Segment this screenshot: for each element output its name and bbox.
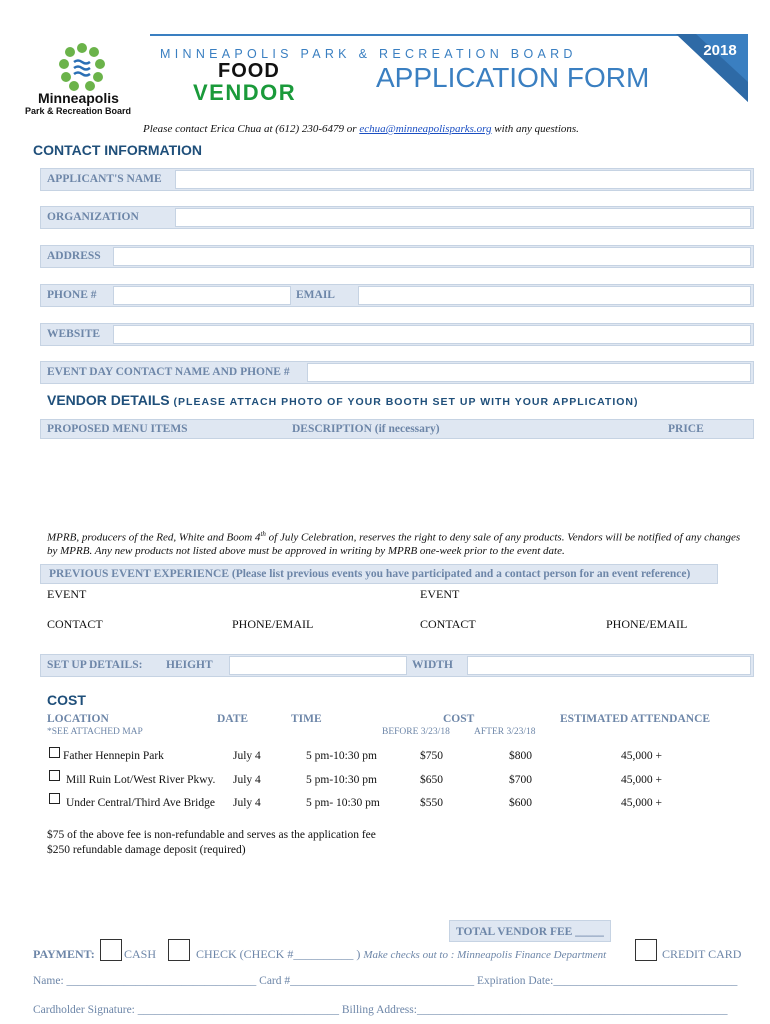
address-label: ADDRESS [47, 250, 101, 262]
description-column: DESCRIPTION (if necessary) [292, 423, 440, 435]
logo-subtitle: Park & Recreation Board [25, 106, 132, 116]
event-day-contact-row [40, 361, 754, 384]
mprb-logo-icon [52, 40, 112, 92]
location-checkbox[interactable] [49, 747, 60, 758]
date-column: DATE [217, 713, 249, 725]
contact-instructions: Please contact Erica Chua at (612) 230-6479 or echua@minneapolisparks.org with any questions. [143, 123, 579, 135]
previous-event-header [40, 564, 718, 584]
email-field[interactable] [358, 286, 751, 305]
menu-items-header [40, 419, 754, 439]
cost-before: $550 [420, 797, 443, 809]
cost-before: $750 [420, 750, 443, 762]
time-column: TIME [291, 713, 322, 725]
location-date: July 4 [233, 774, 261, 786]
total-vendor-fee: TOTAL VENDOR FEE _____ [456, 926, 604, 938]
applicant-name-label: APPLICANT'S NAME [47, 173, 162, 185]
phone-label: PHONE # [47, 289, 97, 301]
location-name: Father Hennepin Park [63, 750, 164, 762]
previous-event-title: PREVIOUS EVENT EXPERIENCE (Please list previous events you have participated and a contact person for an event reference) [49, 568, 691, 580]
phone-field[interactable] [113, 286, 291, 305]
event-day-contact-label: EVENT DAY CONTACT NAME AND PHONE # [47, 366, 290, 378]
email-label: EMAIL [296, 289, 335, 301]
cash-label: CASH [124, 947, 157, 961]
cash-checkbox[interactable] [100, 939, 122, 961]
applicant-name-row [40, 168, 754, 191]
form-year: 2018 [703, 42, 737, 59]
applicant-name-field[interactable] [175, 170, 751, 189]
location-checkbox[interactable] [49, 770, 60, 781]
payment-label: PAYMENT: [33, 947, 95, 961]
after-date-column: AFTER 3/23/18 [474, 727, 536, 737]
logo-name: Minneapolis [38, 90, 119, 106]
event1-label: EVENT [47, 587, 87, 601]
location-name: Under Central/Third Ave Bridge [66, 797, 215, 809]
location-time: 5 pm-10:30 pm [306, 774, 377, 786]
price-column: PRICE [668, 423, 704, 435]
form-title: APPLICATION FORM [376, 62, 650, 93]
board-name: MINNEAPOLIS PARK & RECREATION BOARD [160, 47, 577, 61]
signature-billing-line[interactable]: Cardholder Signature: ___________________________________ Billing Address:______________________________________________________ [33, 1004, 728, 1016]
damage-deposit-note: $250 refundable damage deposit (required) [47, 844, 246, 856]
location-checkbox[interactable] [49, 793, 60, 804]
check-checkbox[interactable] [168, 939, 190, 961]
see-map-note: *SEE ATTACHED MAP [47, 727, 143, 737]
location-time: 5 pm- 10:30 pm [306, 797, 380, 809]
menu-items-entry-area[interactable] [40, 440, 754, 522]
organization-field[interactable] [175, 208, 751, 227]
location-name: Mill Ruin Lot/West River Pkwy. [66, 774, 216, 786]
location-column: LOCATION [47, 713, 109, 725]
website-label: WEBSITE [47, 328, 101, 340]
cost-section-title: COST [47, 692, 86, 708]
width-field[interactable] [467, 656, 751, 675]
before-date-column: BEFORE 3/23/18 [382, 727, 450, 737]
check-label: CHECK (CHECK #__________ ) Make checks out to : Minneapolis Finance Department [196, 947, 607, 961]
vendor-section-heading [47, 392, 639, 408]
cost-before: $650 [420, 774, 443, 786]
setup-details-label: SET UP DETAILS: [47, 659, 143, 671]
organization-row [40, 206, 754, 229]
total-fee-box [449, 920, 611, 942]
setup-details-row [40, 654, 754, 677]
phone-email1-label: PHONE/EMAIL [232, 617, 314, 631]
food-wordmark: FOOD [218, 60, 280, 82]
vendor-policy-note: MPRB, producers of the Red, White and Boom 4th of July Celebration, reserves the right to deny sale of any products. Vendors will be notified of any changes by MPRB. Any new products not listed above must be approved in writing by MPRB one-week prior to the event date. [47, 530, 741, 557]
contact-email-link[interactable]: echua@minneapolisparks.org [359, 123, 492, 135]
location-date: July 4 [233, 750, 261, 762]
event-day-contact-field[interactable] [307, 363, 751, 382]
credit-card-checkbox[interactable] [635, 939, 657, 961]
organization-label: ORGANIZATION [47, 211, 139, 223]
vendor-section-subtitle: (PLEASE ATTACH PHOTO OF YOUR BOOTH SET UP WITH YOUR APPLICATION) [173, 396, 639, 408]
attendance: 45,000 + [621, 774, 662, 786]
cost-after: $700 [509, 774, 532, 786]
event2-label: EVENT [420, 587, 460, 601]
website-row [40, 323, 754, 346]
credit-card-label: CREDIT CARD [662, 947, 742, 961]
menu-items-column: PROPOSED MENU ITEMS [47, 423, 188, 435]
contact-section-title: CONTACT INFORMATION [33, 142, 203, 158]
height-label: HEIGHT [166, 659, 213, 671]
vendor-section-title: VENDOR DETAILS [47, 392, 170, 408]
attendance-column: ESTIMATED ATTENDANCE [560, 713, 711, 725]
website-field[interactable] [113, 325, 751, 344]
width-label: WIDTH [412, 659, 453, 671]
phone-email2-label: PHONE/EMAIL [606, 617, 688, 631]
card-details-line[interactable]: Name: _________________________________ Card #________________________________ Expiration Date:________________________________ [33, 975, 738, 987]
height-field[interactable] [229, 656, 407, 675]
contact1-label: CONTACT [47, 617, 103, 631]
address-row [40, 245, 754, 268]
cost-after: $800 [509, 750, 532, 762]
attendance: 45,000 + [621, 797, 662, 809]
vendor-wordmark: VENDOR [193, 80, 297, 105]
location-date: July 4 [233, 797, 261, 809]
cost-after: $600 [509, 797, 532, 809]
location-time: 5 pm-10:30 pm [306, 750, 377, 762]
cost-column: COST [443, 713, 475, 725]
address-field[interactable] [113, 247, 751, 266]
contact2-label: CONTACT [420, 617, 476, 631]
phone-email-row [40, 284, 754, 307]
attendance: 45,000 + [621, 750, 662, 762]
application-fee-note: $75 of the above fee is non-refundable and serves as the application fee [47, 829, 376, 841]
banner-line [150, 34, 746, 36]
